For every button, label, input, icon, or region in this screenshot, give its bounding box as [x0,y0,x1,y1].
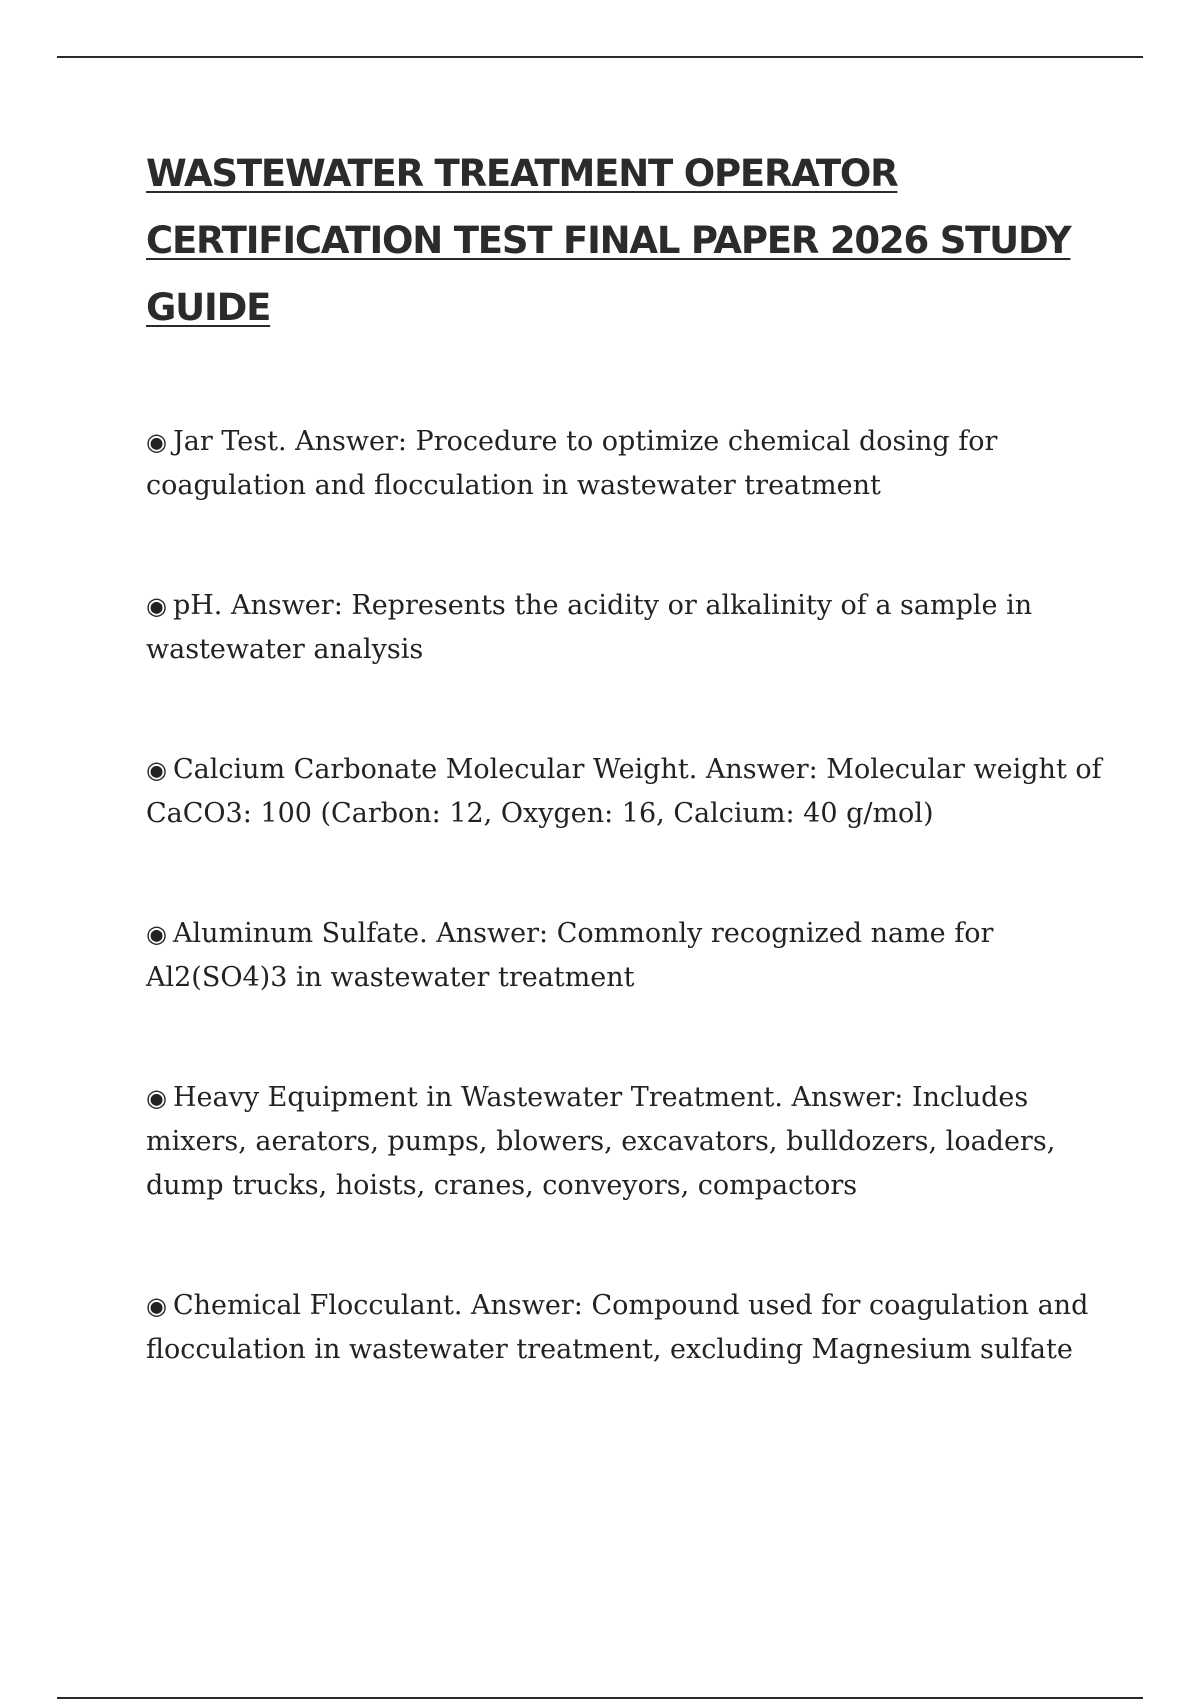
radio-bullet-icon: ◉ [146,1292,167,1320]
qa-item [146,420,1106,508]
radio-bullet-icon: ◉ [146,428,167,456]
qa-item-text: Heavy Equipment in Wastewater Treatment. Answer: Includes mixers, aerators, pumps, blowers, excavators, bulldozers, loaders, dump trucks, hoists, cranes, conveyors, compactors [146,1082,1056,1201]
radio-bullet-icon: ◉ [146,756,167,784]
qa-item [146,1076,1106,1208]
qa-item-text: pH. Answer: Represents the acidity or alkalinity of a sample in wastewater analysis [146,590,1033,665]
radio-bullet-icon: ◉ [146,920,167,948]
document-title-text: WASTEWATER TREATMENT OPERATOR CERTIFICATION TEST FINAL PAPER 2026 STUDY GUIDE [146,152,1071,329]
document-title [146,140,1096,341]
radio-bullet-icon: ◉ [146,592,167,620]
qa-item [146,748,1106,836]
qa-item-text: Aluminum Sulfate. Answer: Commonly recognized name for Al2(SO4)3 in wastewater treatment [146,918,994,993]
top-rule [57,56,1143,58]
qa-item [146,1284,1106,1372]
qa-item [146,912,1106,1000]
bottom-rule [57,1697,1143,1699]
qa-item-text: Calcium Carbonate Molecular Weight. Answer: Molecular weight of CaCO3: 100 (Carbon: 12, Oxygen: 16, Calcium: 40 g/mol) [146,754,1102,829]
radio-bullet-icon: ◉ [146,1084,167,1112]
qa-item-text: Jar Test. Answer: Procedure to optimize chemical dosing for coagulation and flocculation in wastewater treatment [146,426,998,501]
qa-item [146,584,1106,672]
qa-list [146,420,1106,1448]
qa-item-text: Chemical Flocculant. Answer: Compound used for coagulation and flocculation in wastewater treatment, excluding Magnesium sulfate [146,1290,1089,1365]
